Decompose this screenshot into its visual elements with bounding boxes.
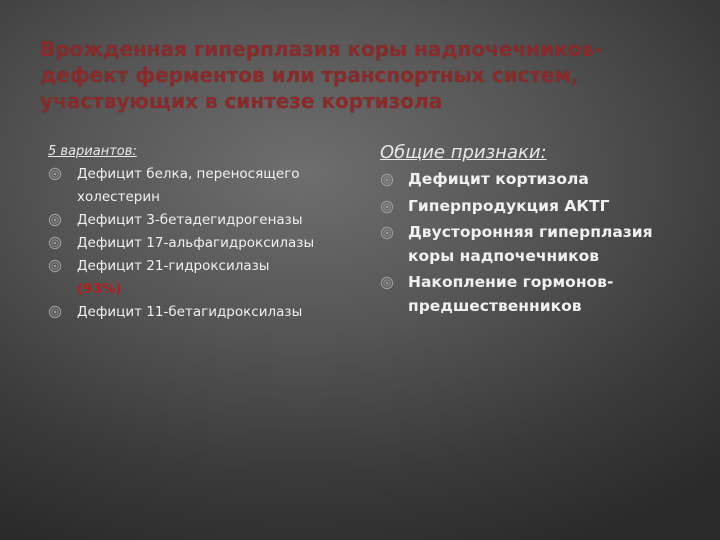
list-item — [48, 232, 348, 255]
signs-column — [380, 142, 680, 321]
circled-bullet-icon — [380, 276, 394, 290]
list-item — [48, 163, 348, 209]
list-item-text: Гиперпродукция АКТГ — [408, 196, 610, 215]
list-item-text: Двусторонняя гиперплазия коры надпочечников — [408, 223, 653, 265]
circled-bullet-icon — [48, 259, 62, 273]
list-item-text: Дефицит 17-альфагидроксилазы — [77, 235, 315, 251]
list-item — [380, 221, 680, 268]
list-item — [48, 255, 348, 301]
list-item-text: Дефицит кортизола — [408, 170, 589, 188]
list-item — [380, 271, 680, 318]
circled-bullet-icon — [48, 305, 62, 319]
signs-heading: Общие признаки: — [380, 142, 547, 163]
signs-list — [380, 168, 680, 318]
variants-column — [48, 142, 348, 324]
list-item — [48, 209, 348, 232]
percentage-note: (93%) — [77, 281, 122, 297]
list-item-text: Дефицит белка, переносящего холестерин — [77, 166, 300, 205]
circled-bullet-icon — [48, 236, 62, 250]
list-item — [380, 195, 680, 219]
variants-list — [48, 163, 348, 324]
slide-title: Врожденная гиперплазия коры надпочечников- дефект ферментов или транспортных систем, участвующих в синтезе кортизола — [40, 37, 603, 113]
circled-bullet-icon — [48, 167, 62, 181]
list-item-text: Дефицит 21-гидроксилазы — [77, 258, 270, 274]
circled-bullet-icon — [380, 173, 394, 187]
circled-bullet-icon — [48, 213, 62, 227]
variants-heading: 5 вариантов: — [48, 144, 137, 159]
list-item — [48, 301, 348, 324]
list-item-text: Дефицит 3-бетадегидрогеназы — [77, 212, 303, 228]
list-item — [380, 168, 680, 192]
list-item-text: Накопление гормонов-предшественников — [408, 273, 614, 315]
circled-bullet-icon — [380, 200, 394, 214]
circled-bullet-icon — [380, 226, 394, 240]
list-item-text: Дефицит 11-бетагидроксилазы — [77, 304, 303, 320]
